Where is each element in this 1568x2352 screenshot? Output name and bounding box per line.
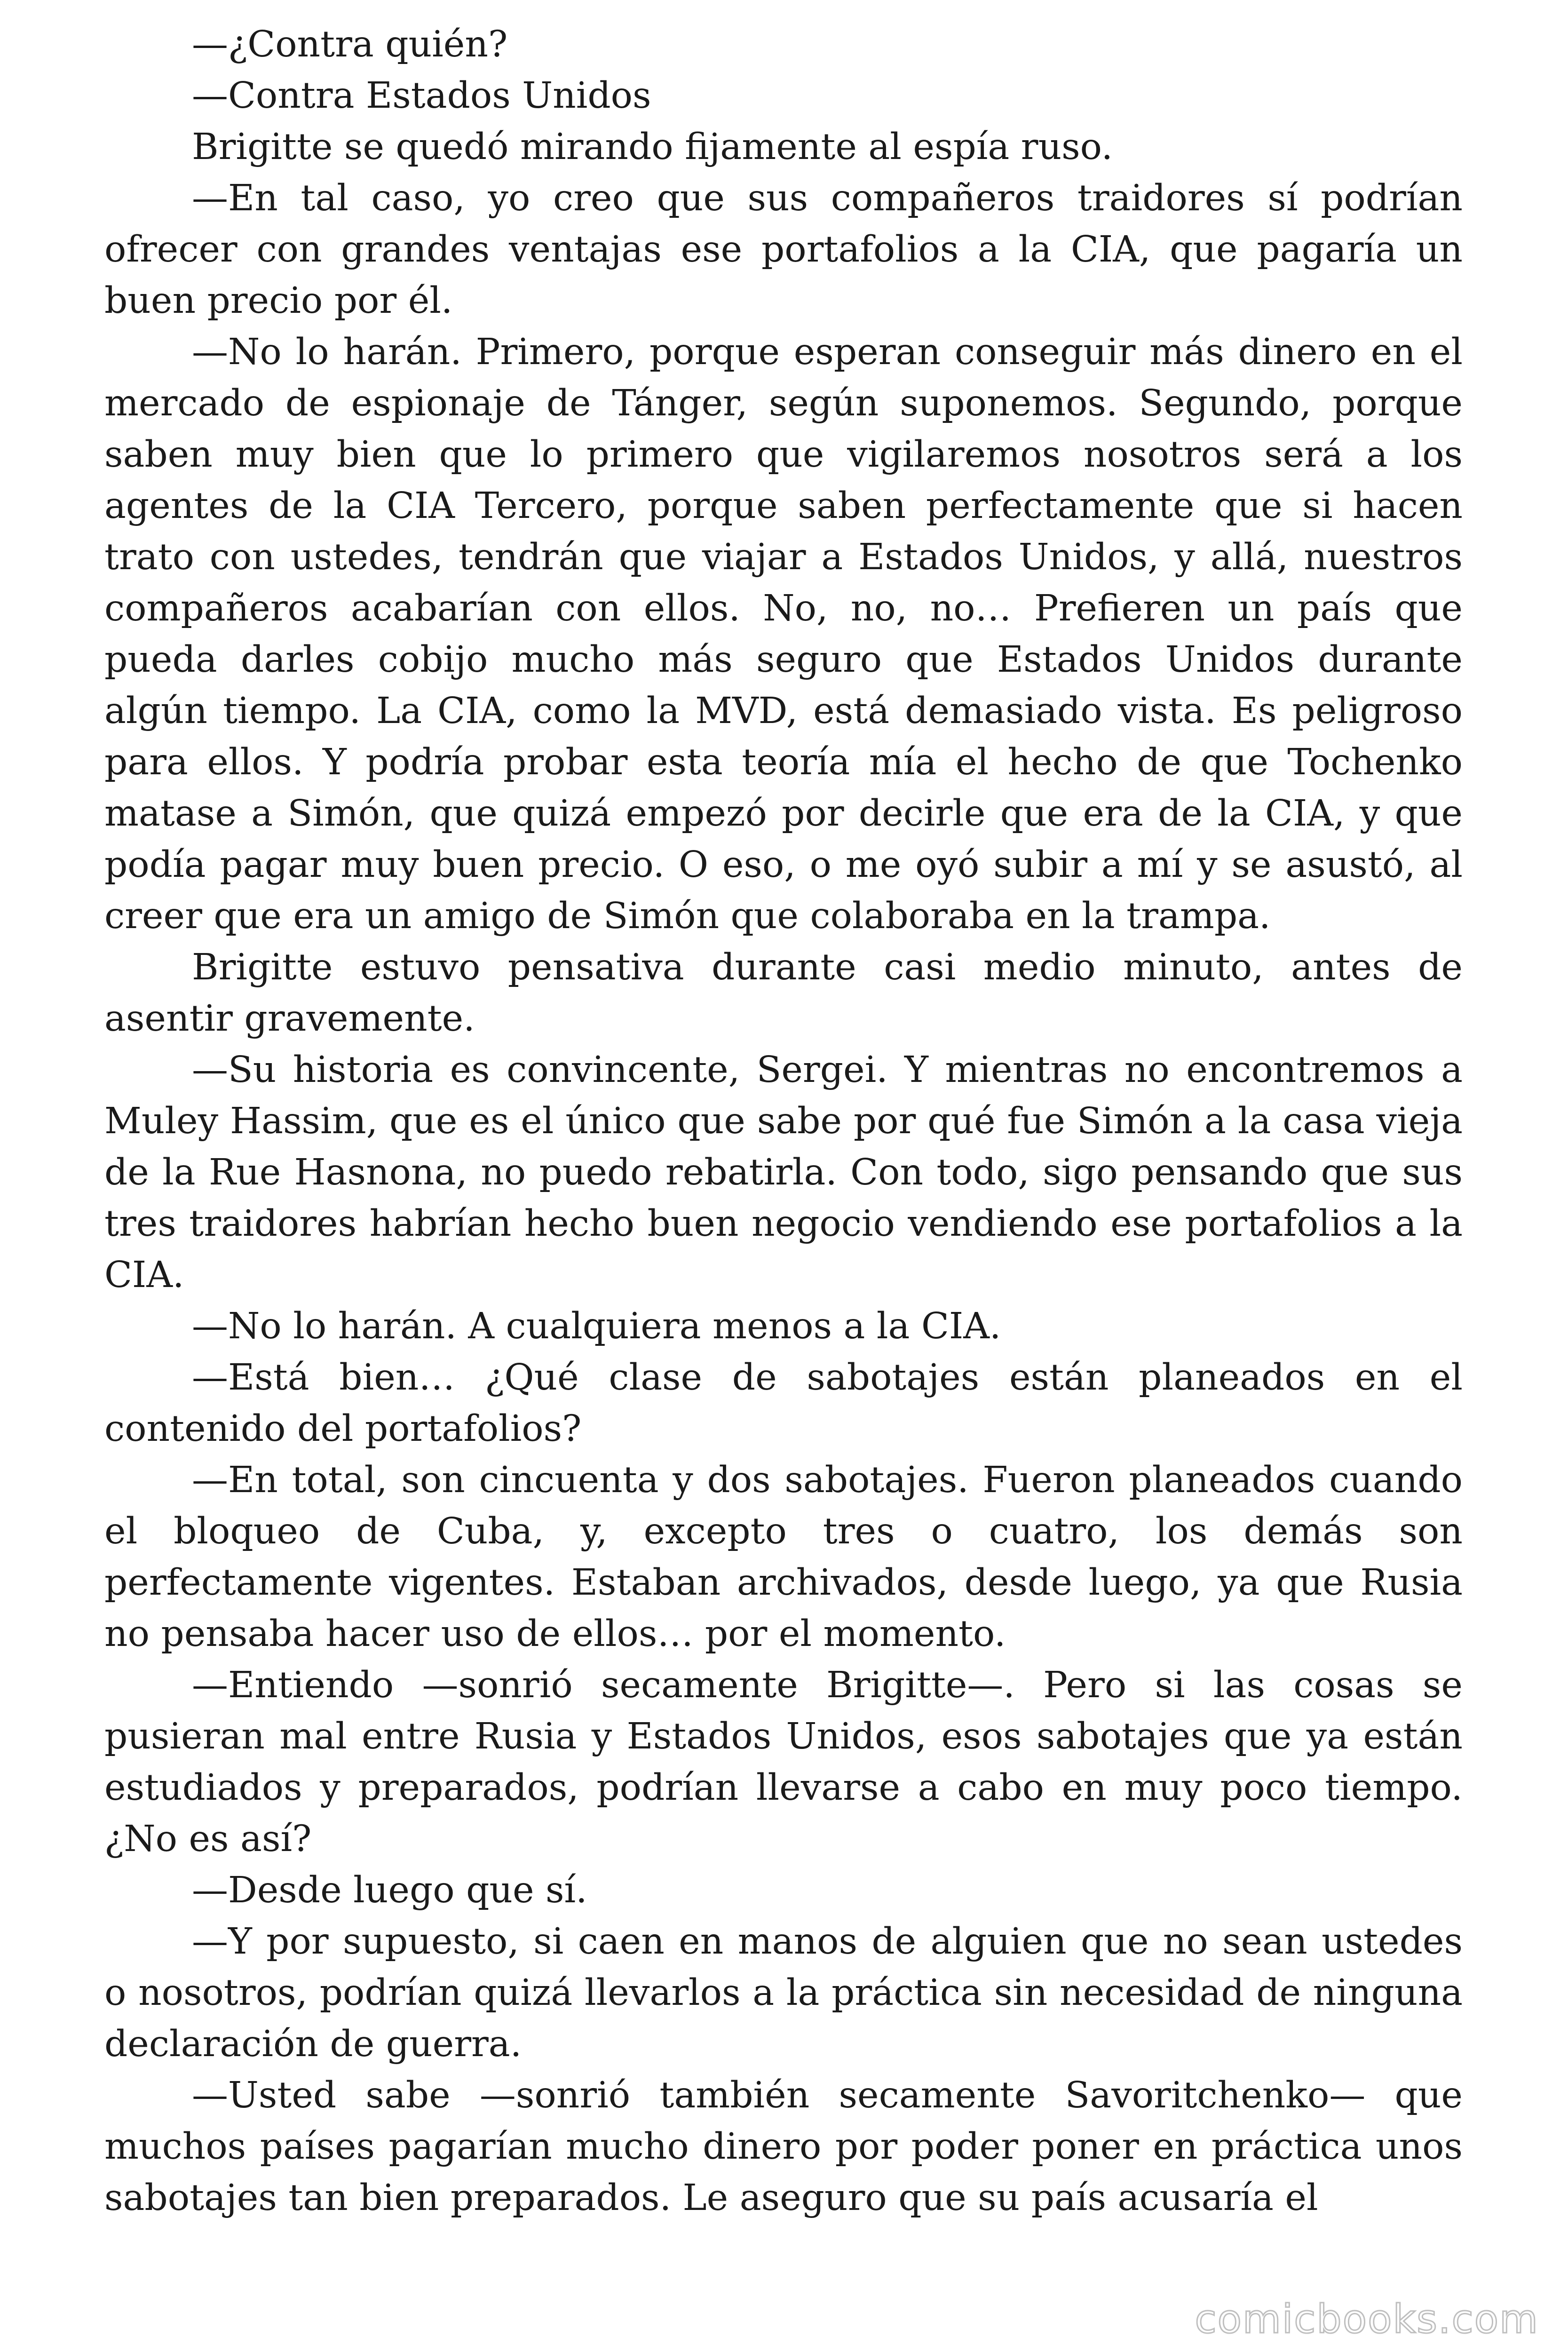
paragraph-2: —Contra Estados Unidos (192, 75, 651, 117)
page-body-text (104, 19, 1463, 2224)
paragraph-11: —Entiendo —sonrió secamente Brigitte—. Pero si las cosas se pusieran mal entre Rusia y Estados Unidos, esos sabotajes que ya están estudiados y preparados, podrían llevarse a cabo en muy poco tiempo. ¿No es así? (104, 1664, 1463, 1860)
paragraph-5: —No lo harán. Primero, porque esperan conseguir más dinero en el mercado de espionaje de Tánger, según suponemos. Segundo, porque saben muy bien que lo primero que vigilaremos nosotros será a los agentes de la CIA Tercero, porque saben perfectamente que si hacen trato con ustedes, tendrán que viajar a Estados Unidos, y allá, nuestros compañeros acabarían con ellos. No, no, no… Prefieren un país que pueda darles cobijo mucho más seguro que Estados Unidos durante algún tiempo. La CIA, como la MVD, está demasiado vista. Es peligroso para ellos. Y podría probar esta teoría mía el hecho de que Tochenko matase a Simón, que quizá empezó por decirle que era de la CIA, y que podía pagar muy buen precio. O eso, o me oyó subir a mí y se asustó, al creer que era un amigo de Simón que colaboraba en la trampa. (104, 331, 1463, 937)
paragraph-12: —Desde luego que sí. (192, 1869, 587, 1911)
paragraph-8: —No lo harán. A cualquiera menos a la CIA. (192, 1305, 1001, 1347)
paragraph-9: —Está bien… ¿Qué clase de sabotajes están planeados en el contenido del portafolios? (104, 1357, 1463, 1450)
paragraph-3: Brigitte se quedó mirando fijamente al espía ruso. (192, 126, 1113, 168)
paragraph-6: Brigitte estuvo pensativa durante casi medio minuto, antes de asentir gravemente. (104, 946, 1463, 1040)
paragraph-7: —Su historia es convincente, Sergei. Y mientras no encontremos a Muley Hassim, que es el único que sabe por qué fue Simón a la casa vieja de la Rue Hasnona, no puedo rebatirla. Con todo, sigo pensando que sus tres traidores habrían hecho buen negocio vendiendo ese portafolios a la CIA. (104, 1049, 1463, 1296)
paragraph-1: —¿Contra quién? (192, 24, 508, 65)
paragraph-4: —En tal caso, yo creo que sus compañeros traidores sí podrían ofrecer con grandes ventajas ese portafolios a la CIA, que pagaría un buen precio por él. (104, 177, 1463, 322)
paragraph-10: —En total, son cincuenta y dos sabotajes. Fueron planeados cuando el bloqueo de Cuba, y, excepto tres o cuatro, los demás son perfectamente vigentes. Estaban archivados, desde luego, ya que Rusia no pensaba hacer uso de ellos… por el momento. (104, 1459, 1463, 1655)
paragraph-13: —Y por supuesto, si caen en manos de alguien que no sean ustedes o nosotros, podrían quizá llevarlos a la práctica sin necesidad de ninguna declaración de guerra. (104, 1921, 1463, 2065)
watermark: comicbooks.com (1195, 2296, 1539, 2342)
paragraph-14: —Usted sabe —sonrió también secamente Savoritchenko— que muchos países pagarían mucho dinero por poder poner en práctica unos sabotajes tan bien preparados. Le aseguro que su país acusaría el (104, 2074, 1463, 2219)
